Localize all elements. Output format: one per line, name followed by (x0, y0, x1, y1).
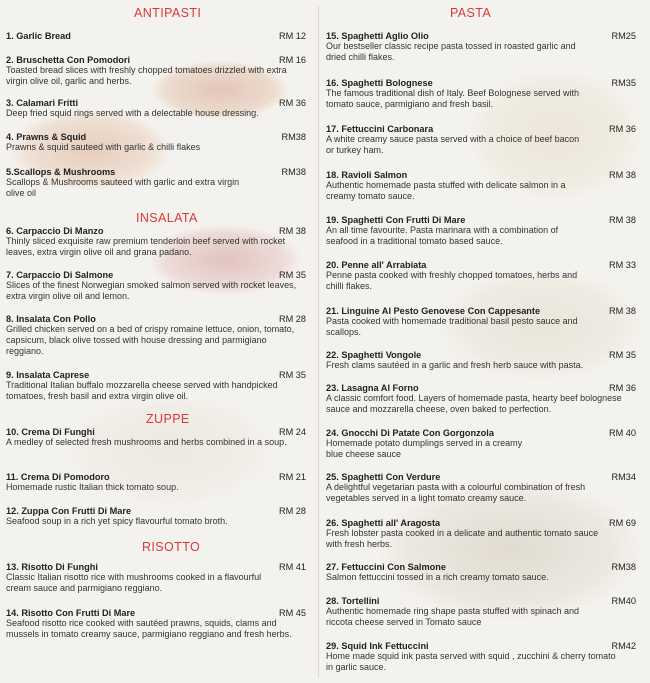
column-divider (318, 6, 319, 678)
item-price: RM34 (611, 472, 636, 482)
item-price: RM 35 (278, 270, 306, 280)
item-name: 20. Penne all' Arrabiata (326, 260, 427, 270)
item-description: Authentic homemade ring shape pasta stuffed with spinach and riccota cheese served in Tomato sauce (326, 606, 579, 628)
item-name: 8. Insalata Con Pollo (6, 314, 96, 324)
menu-item (326, 596, 636, 628)
item-price: RM35 (611, 78, 636, 88)
item-description: Salmon fettuccini tossed in a rich creamy tomato sauce. (326, 572, 549, 582)
section-title-insalata: INSALATA (136, 211, 198, 225)
item-description: A delightful vegetarian pasta with a colourful combination of fresh vegetables served in a light tomato creamy sauce. (326, 482, 586, 504)
item-name: 4. Prawns & Squid (6, 132, 87, 142)
item-price: RM 28 (278, 314, 306, 324)
menu-item (6, 608, 306, 640)
item-price: RM 28 (278, 506, 306, 516)
item-name: 5.Scallops & Mushrooms (6, 167, 116, 177)
item-description: Homemade potato dumplings served in a creamy blue cheese sauce (326, 438, 523, 460)
item-name: 28. Tortellini (326, 596, 380, 606)
item-name: 17. Fettuccini Carbonara (326, 124, 434, 134)
item-price: RM38 (281, 132, 306, 142)
menu-item (326, 383, 636, 415)
menu-item (326, 78, 636, 110)
item-description: Pasta cooked with homemade traditional basil pesto sauce and scallops. (326, 316, 578, 338)
menu-item (326, 306, 636, 338)
item-price: RM 69 (608, 518, 636, 528)
menu-item (326, 641, 636, 673)
item-name: 11. Crema Di Pomodoro (6, 472, 110, 482)
item-price: RM 35 (608, 350, 636, 360)
item-name: 9. Insalata Caprese (6, 370, 90, 380)
item-price: RM 21 (278, 472, 306, 482)
item-price: RM42 (611, 641, 636, 651)
section-title-zuppe: ZUPPE (146, 412, 190, 426)
menu-item (326, 562, 636, 583)
item-price: RM40 (611, 596, 636, 606)
item-price: RM 38 (608, 215, 636, 225)
section-title-pasta: PASTA (450, 6, 492, 20)
menu-item (6, 562, 306, 594)
item-name: 14. Risotto Con Frutti Di Mare (6, 608, 136, 618)
item-description: Fresh clams sautéed in a garlic and fresh herb sauce with pasta. (326, 360, 584, 370)
item-description: Home made squid ink pasta served with squid , zucchini & cherry tomato in garlic sauce. (326, 651, 616, 673)
item-name: 6. Carpaccio Di Manzo (6, 226, 104, 236)
menu-item (6, 270, 306, 302)
item-description: Slices of the finest Norwegian smoked salmon served with rocket leaves, extra virgin olive oil and lemon. (6, 280, 297, 302)
item-name: 3. Calamari Fritti (6, 98, 78, 108)
item-description: Deep fried squid rings served with a delectable house dressing. (6, 108, 259, 118)
menu-item (326, 428, 636, 460)
item-name: 25. Spaghetti Con Verdure (326, 472, 441, 482)
item-name: 19. Spaghetti Con Frutti Di Mare (326, 215, 466, 225)
menu-item (6, 167, 306, 199)
item-description: Seafood risotto rice cooked with sautéed prawns, squids, clams and mussels in tomato creamy sauce, parmigiano reggiano and fresh herbs. (6, 618, 292, 640)
item-price: RM 36 (608, 383, 636, 393)
item-description: Prawns & squid sauteed with garlic & chilli flakes (6, 142, 201, 152)
item-name: 18. Ravioli Salmon (326, 170, 408, 180)
section-title-risotto: RISOTTO (142, 540, 201, 554)
item-price: RM 12 (278, 31, 306, 41)
item-description: Penne pasta cooked with freshly chopped tomatoes, herbs and chilli flakes. (326, 270, 578, 292)
item-description: Thinly sliced exquisite raw premium tenderloin beef served with rocket leaves, extra virgin olive oil and grana padano. (6, 236, 286, 258)
item-name: 22. Spaghetti Vongole (326, 350, 422, 360)
item-description: Fresh lobster pasta cooked in a delicate and authentic tomato sauce with fresh herbs. (326, 528, 599, 550)
menu-item (6, 55, 306, 87)
item-description: Authentic homemade pasta stuffed with delicate salmon in a creamy tomato sauce. (326, 180, 566, 202)
item-description: Classic Italian risotto rice with mushrooms cooked in a flavourful cream sauce and parmigiano reggiano. (6, 572, 262, 594)
item-name: 21. Linguine Al Pesto Genovese Con Cappesante (326, 306, 541, 316)
item-description: Scallops & Mushrooms sauteed with garlic and extra virgin olive oil (6, 177, 240, 199)
menu-item (326, 350, 636, 371)
item-name: 1. Garlic Bread (6, 31, 71, 41)
item-name: 26. Spaghetti all' Aragosta (326, 518, 441, 528)
item-price: RM 24 (278, 427, 306, 437)
item-price: RM 45 (278, 608, 306, 618)
menu-item (6, 132, 306, 153)
item-name: 23. Lasagna Al Forno (326, 383, 419, 393)
menu-item (326, 518, 636, 550)
menu-item (6, 472, 306, 493)
menu-item (326, 260, 636, 292)
menu-item (6, 98, 306, 119)
item-description: Homemade rustic Italian thick tomato soup. (6, 482, 179, 492)
item-description: Seafood soup in a rich yet spicy flavourful tomato broth. (6, 516, 228, 526)
menu-item (326, 170, 636, 202)
item-price: RM 16 (278, 55, 306, 65)
menu-item (6, 370, 306, 402)
menu-item (326, 215, 636, 247)
menu-item (6, 506, 306, 527)
item-description: A white creamy sauce pasta served with a choice of beef bacon or turkey ham. (326, 134, 580, 156)
item-description: A medley of selected fresh mushrooms and herbs combined in a soup. (6, 437, 287, 447)
menu-item (326, 31, 636, 63)
menu-item (6, 226, 306, 258)
item-price: RM 38 (608, 170, 636, 180)
menu-item (6, 427, 306, 448)
item-description: The famous traditional dish of Italy. Beef Bolognese served with tomato sauce, parmigiano and fresh basil. (326, 88, 579, 110)
item-name: 16. Spaghetti Bolognese (326, 78, 433, 88)
item-price: RM 33 (608, 260, 636, 270)
item-price: RM25 (611, 31, 636, 41)
item-price: RM 38 (278, 226, 306, 236)
item-price: RM 38 (608, 306, 636, 316)
item-price: RM38 (281, 167, 306, 177)
item-description: Traditional Italian buffalo mozzarella cheese served with handpicked tomatoes, fresh basil and extra virgin olive oil. (6, 380, 278, 402)
item-price: RM 36 (608, 124, 636, 134)
item-description: An all time favourite. Pasta marinara with a combination of seafood in a traditional tomato based sauce. (326, 225, 559, 247)
item-name: 2. Bruschetta Con Pomodori (6, 55, 131, 65)
item-description: Toasted bread slices with freshly chopped tomatoes drizzled with extra virgin olive oil, garlic and herbs. (6, 65, 287, 87)
item-price: RM 40 (608, 428, 636, 438)
item-price: RM38 (611, 562, 636, 572)
item-description: Our bestseller classic recipe pasta tossed in roasted garlic and dried chilli flakes. (326, 41, 576, 63)
menu-item (326, 472, 636, 504)
item-name: 7. Carpaccio Di Salmone (6, 270, 114, 280)
item-name: 15. Spaghetti Aglio Olio (326, 31, 429, 41)
menu-item (6, 31, 306, 41)
item-name: 12. Zuppa Con Frutti Di Mare (6, 506, 132, 516)
item-name: 24. Gnocchi Di Patate Con Gorgonzola (326, 428, 494, 438)
item-description: A classic comfort food. Layers of homemade pasta, hearty beef bolognese sauce and mozzarella cheese, oven baked to perfection. (326, 393, 622, 415)
item-name: 27. Fettuccini Con Salmone (326, 562, 446, 572)
item-price: RM 41 (278, 562, 306, 572)
section-title-antipasti: ANTIPASTI (134, 6, 202, 20)
item-description: Grilled chicken served on a bed of crispy romaine lettuce, onion, tomato, capsicum, black olive tossed with house dressing and parmigiano reggiano. (6, 324, 295, 357)
menu-item (6, 314, 306, 358)
item-name: 29. Squid Ink Fettuccini (326, 641, 429, 651)
item-price: RM 35 (278, 370, 306, 380)
item-name: 10. Crema Di Funghi (6, 427, 95, 437)
item-name: 13. Risotto Di Funghi (6, 562, 98, 572)
item-price: RM 36 (278, 98, 306, 108)
menu-item (326, 124, 636, 156)
